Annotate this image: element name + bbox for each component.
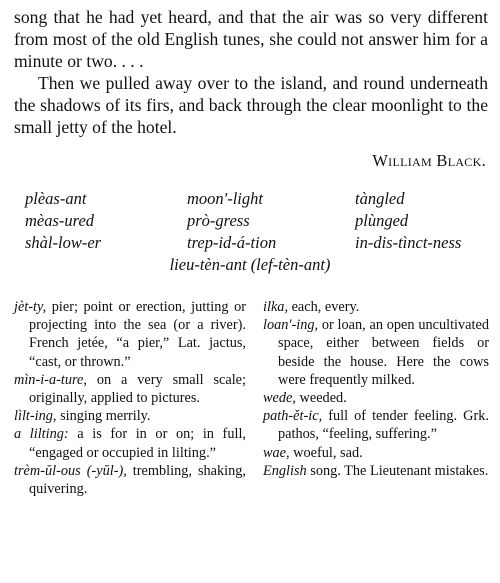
glossary-definition: trembling, shaking, quivering. <box>29 462 246 498</box>
pronunciation-word-list <box>0 189 500 277</box>
prose-paragraph-2: Then we pulled away over to the island, and round underneath the shadows of its firs, and back through the clear moonlight to the small jetty of the hotel. <box>14 73 488 137</box>
word-item: plèas-ant <box>25 189 87 208</box>
glossary-entry <box>263 407 489 443</box>
glossary-definition: weeded. <box>295 390 347 407</box>
word-item: plùnged <box>355 211 409 230</box>
word-item: lieu-tèn-ant (lef-tèn-ant) <box>169 255 331 274</box>
glossary-right-column <box>263 298 489 480</box>
word-row <box>0 255 500 277</box>
glossary-definition: pier; point or erection, jutting or projecting into the sea (or a river). French jetée, “a pier,” Lat. jactus, “cast, or thrown.” <box>29 299 246 370</box>
glossary-definition: woeful, sad. <box>289 444 363 461</box>
glossary-entry <box>263 444 489 462</box>
glossary-entry <box>263 298 489 316</box>
glossary-entry <box>263 462 489 480</box>
word-item: in-dis-tìnct-ness <box>355 233 462 252</box>
glossary-entry <box>14 462 246 498</box>
glossary-definition: singing merrily. <box>56 408 151 425</box>
glossary-headword: loan'-ing, <box>263 317 319 334</box>
glossary-definition: each, every. <box>288 299 360 315</box>
author-attribution: William Black. <box>372 151 486 170</box>
glossary-headword: English <box>263 462 307 479</box>
glossary-entry <box>14 371 246 407</box>
word-item: shàl-low-er <box>25 233 102 252</box>
glossary-headword: wede, <box>263 390 296 407</box>
glossary-left-column <box>14 298 246 498</box>
word-item: moon'-light <box>187 189 263 208</box>
glossary-entry <box>14 425 246 461</box>
word-item: tàngled <box>355 189 405 208</box>
glossary-headword: jèt-ty, <box>14 299 47 315</box>
glossary-entry <box>263 316 489 389</box>
glossary-headword: mìn-i-a-ture, <box>14 371 87 388</box>
glossary-definition: on a very small scale; originally, applied to pictures. <box>29 371 246 407</box>
word-row <box>0 189 500 211</box>
word-item: mèas-ured <box>25 211 95 230</box>
word-row <box>0 233 500 255</box>
glossary-headword: path-ět-ic, <box>263 408 323 425</box>
prose-paragraph-1: song that he had yet heard, and that the air was so very different from most of the old English tunes, she could not answer him for a minute or two. . . . <box>14 7 488 71</box>
glossary-headword: trèm-ŭl-ous (-yŭl-), <box>14 462 127 479</box>
glossary-definition: song. The Lieutenant mistakes. <box>306 462 489 479</box>
glossary-definition: a is for in or on; in full, “engaged or occupied in lilting.” <box>29 426 246 461</box>
glossary-headword: lìlt-ing, <box>14 408 57 425</box>
glossary-headword: a lilting: <box>14 426 69 443</box>
word-item: prò-gress <box>187 211 250 230</box>
word-item: trep-id-á-tion <box>187 233 277 252</box>
word-row <box>0 211 500 233</box>
glossary-entry <box>14 407 246 425</box>
glossary-definition: full of tender feeling. Grk. pathos, “feeling, suffering.” <box>278 408 489 443</box>
glossary-definition: or loan, an open uncultivated space, either between fields or beside the house. Here the cows were frequently milked. <box>278 317 489 388</box>
glossary-entry <box>263 389 489 407</box>
glossary-headword: wae, <box>263 444 290 461</box>
glossary-entry <box>14 298 246 371</box>
prose-passage <box>14 6 488 138</box>
glossary-headword: ilka, <box>263 299 289 315</box>
